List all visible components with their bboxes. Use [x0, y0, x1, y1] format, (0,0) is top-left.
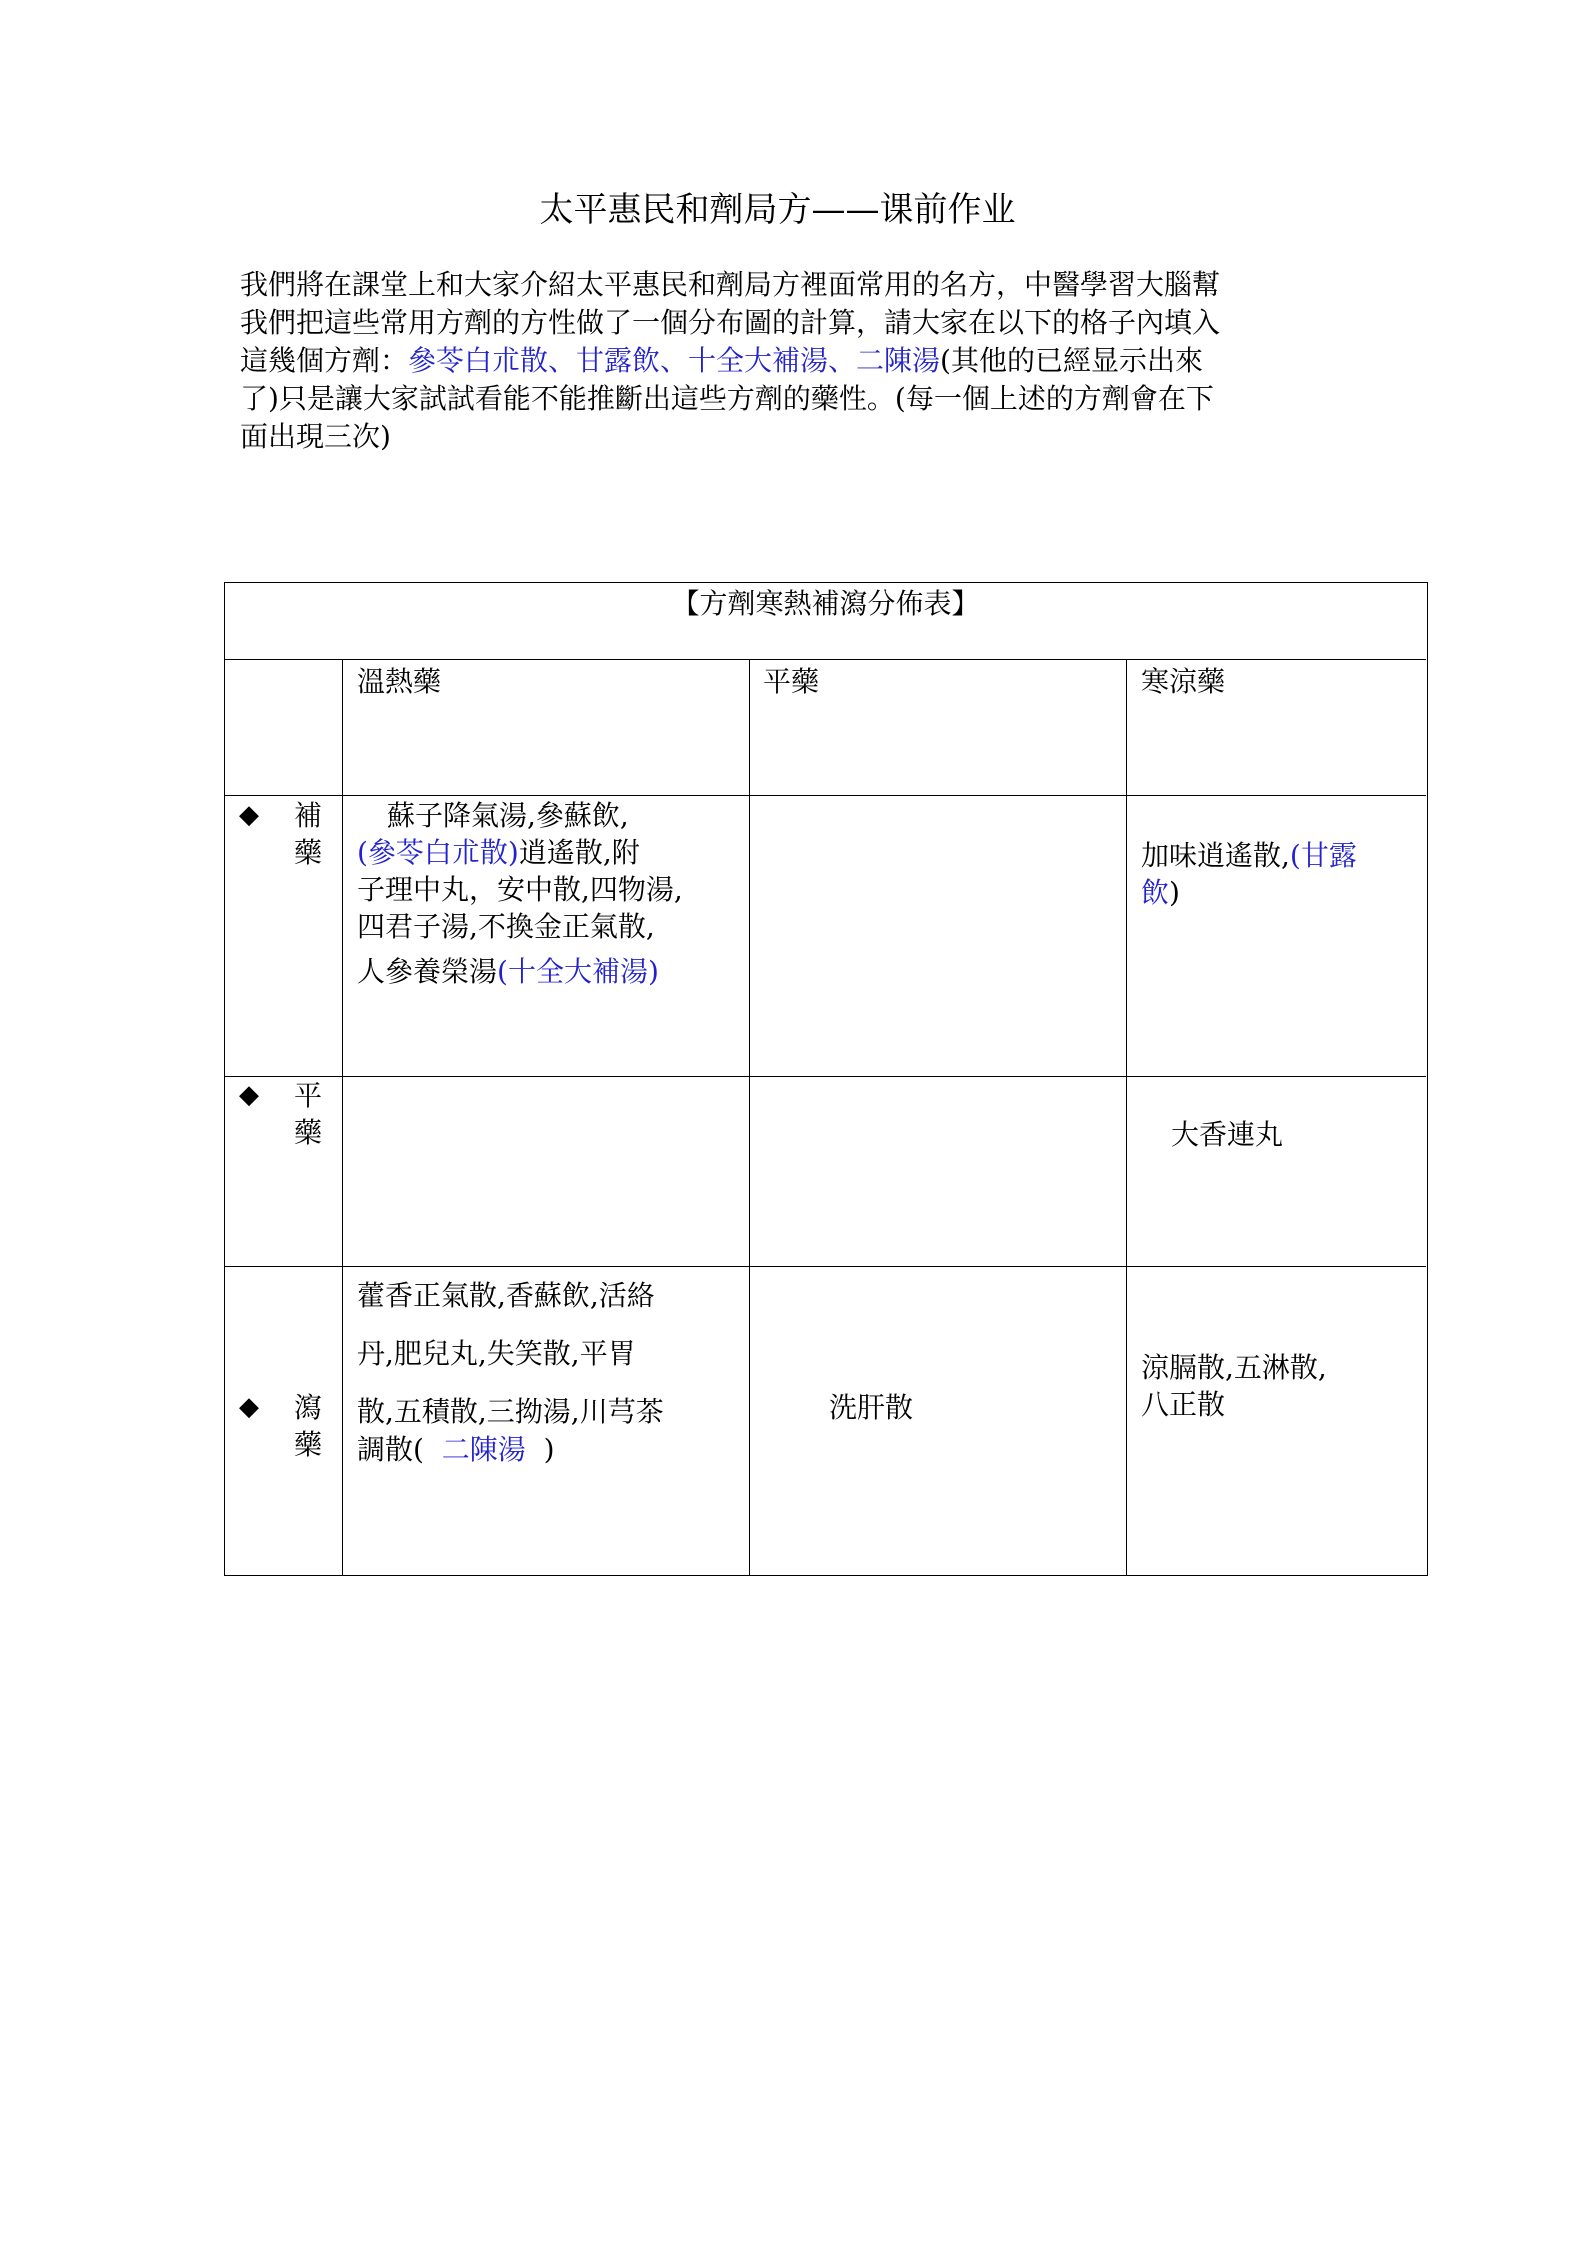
cell-neutral-cold: 大香連丸 — [1171, 1118, 1284, 1151]
table-divider — [749, 659, 750, 1575]
cell-purge-neutral: 洗肝散 — [829, 1391, 914, 1424]
intro-text: 這幾個方劑： — [240, 344, 409, 377]
intro-line: 面出現三次) — [240, 420, 391, 453]
intro-paragraph — [240, 266, 1370, 456]
distribution-table — [224, 582, 1428, 1576]
cell-purge-cold: 涼膈散,五淋散, 八正散 — [1141, 1351, 1327, 1421]
table-caption: 【方劑寒熱補瀉分佈表】 — [671, 587, 980, 620]
cell-tonify-warm: 蘇子降氣湯,參蘇飲, (參苓白朮散)逍遙散,附 子理中丸，安中散,四物湯, 四君子湯,不換金正氣散, 人參養榮湯(十全大補湯) — [357, 799, 683, 988]
diamond-bullet-icon: ◆ — [239, 1392, 259, 1422]
intro-line: 我們把這些常用方劑的方性做了一個分布圖的計算，請大家在以下的格子內填入 — [240, 306, 1221, 339]
table-divider — [342, 659, 343, 1575]
row-label-purge: 瀉 藥 — [293, 1391, 322, 1461]
table-divider — [225, 659, 1426, 660]
cell-tonify-cold: 加味逍遙散,(甘露 飲) — [1141, 839, 1357, 909]
cell-purge-warm: 藿香正氣散,香蘇飲,活絡 丹,肥兒丸,失笑散,平胃 散,五積散,三拗湯,川芎茶 調散( 二陳湯 ) — [357, 1279, 664, 1466]
page-title: 太平惠民和劑局方——课前作业 — [539, 190, 1016, 230]
intro-line: 了)只是讓大家試試看能不能推斷出這些方劑的藥性。(每一個上述的方劑會在下 — [240, 382, 1214, 415]
intro-line: 我們將在課堂上和大家介紹太平惠民和劑局方裡面常用的名方，中醫學習大腦幫 — [240, 268, 1221, 301]
intro-line — [240, 342, 1370, 380]
row-label-neutral: 平 藥 — [293, 1079, 322, 1149]
table-divider — [225, 795, 1426, 796]
prescription-list: 參苓白朮散、甘露飲、十全大補湯、二陳湯 — [408, 344, 941, 377]
table-divider — [225, 1076, 1426, 1077]
intro-text: (其他的已經显示出來 — [940, 344, 1203, 377]
diamond-bullet-icon: ◆ — [239, 800, 259, 830]
row-label-tonify: 補 藥 — [293, 799, 322, 869]
col-header-cold: 寒涼藥 — [1141, 665, 1226, 698]
col-header-neutral: 平藥 — [763, 665, 820, 698]
diamond-bullet-icon: ◆ — [239, 1080, 259, 1110]
col-header-warm: 溫熱藥 — [357, 665, 442, 698]
table-divider — [1126, 659, 1127, 1575]
